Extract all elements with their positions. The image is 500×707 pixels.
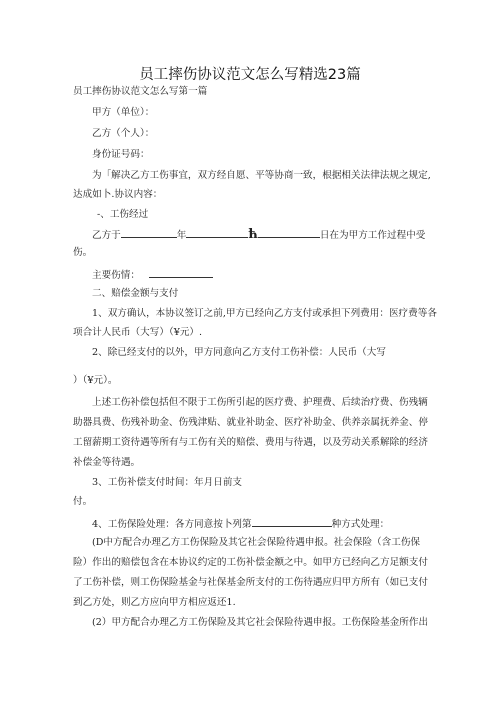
sub-1-line-4: 到乙方处，则乙方应向甲方相应返还1. xyxy=(73,597,236,608)
party-a-field: 甲方（单位）： xyxy=(92,107,155,118)
main-injury-label: 主要伤情： xyxy=(92,270,140,281)
section-2-heading: 二、赔偿金额与支付 xyxy=(92,288,179,299)
clause-1-line-1: 1、双方确认，本协议签订之前,甲方已经向乙方支付或承担下列费用：医疗费等各 xyxy=(92,308,437,319)
paragraph-line-3: 工留薪期工资待遇等所有与工伤有关的赔偿、费用与待遇，以及劳动关系解除的经济 xyxy=(73,437,428,448)
injury-text-d: 日在为甲方工作过程中受 xyxy=(319,230,426,241)
main-injury-blank xyxy=(149,268,213,278)
clause-2-line-1: 2、除已经支付的以外，甲方同意向乙方支付工伤补偿：人民币（大写 xyxy=(92,347,386,358)
sub-1-line-2: 险）作出的赔偿包含在本协议约定的工伤补偿金额之中。如甲方已经向乙方足额支付 xyxy=(73,557,428,568)
clause-2-line-2: ）（¥元）。 xyxy=(73,375,118,386)
month-blank xyxy=(186,228,248,238)
main-injury-line xyxy=(92,268,213,282)
sub-1-line-1: (D中方配合办理乙方工伤保险及其它社会保险待遇申报。社会保险（含工伤保 xyxy=(92,537,421,548)
party-b-field: 乙方（个人）： xyxy=(92,128,155,139)
year-blank xyxy=(121,228,177,238)
clause-3-line-2: 付。 xyxy=(73,496,93,507)
injury-text-c: ћ xyxy=(248,227,258,242)
id-number-field: 身份证号码： xyxy=(92,149,150,160)
document-title: 员工摔伤协议范文怎么写精选23篇 xyxy=(139,67,361,83)
clause-4-text-b: 种方式处理： xyxy=(331,519,390,530)
clause-3-line-1: 3、工伤补偿支付时间：年月日前支 xyxy=(92,477,243,488)
injury-date-line-2: 伤。 xyxy=(73,247,93,258)
paragraph-line-1: 上述工伤补偿包括但不限于工伤所引起的医疗费、护理费、后续治疗费、伤残辆 xyxy=(92,397,428,408)
intro-line-2: 达成如卜.协议内容： xyxy=(73,189,163,200)
clause-4-text-a: 4、工伤保险处理：各方同意按卜列第 xyxy=(92,519,252,530)
section-1-heading: -、工伤经过 xyxy=(97,209,149,220)
intro-line-1: 为「解决乙方工伤事宜，双方经自愿、平等协商一致，根据相关法律法规之规定, xyxy=(92,170,431,181)
subtitle: 员工摔伤协议范文怎么写第一篇 xyxy=(73,86,208,97)
injury-text-a: 乙方于 xyxy=(92,230,121,241)
option-blank xyxy=(252,517,332,527)
clause-1-line-2: 项合计人民币（大写）（¥元）. xyxy=(73,327,203,338)
injury-text-b: 年 xyxy=(176,230,187,241)
clause-4-line xyxy=(92,517,389,531)
sub-1-line-3: 了工伤补偿，则工伤保险基金与社保基金所支付的工伤待遇应归甲方所有（如已支付 xyxy=(73,577,428,588)
paragraph-line-2: 助器具费、伤残补助金、伤残津贴、就业补助金、医疗补助金、供养亲属抚养金、停 xyxy=(73,417,428,428)
day-blank xyxy=(258,228,320,238)
sub-2-line-1: (2）甲方配合办理乙方工伤保险及其它社会保险待遇申报。工伤保险基金所作出 xyxy=(92,617,429,628)
injury-date-line xyxy=(92,228,425,242)
paragraph-line-4: 补偿金等待遇。 xyxy=(73,457,141,468)
